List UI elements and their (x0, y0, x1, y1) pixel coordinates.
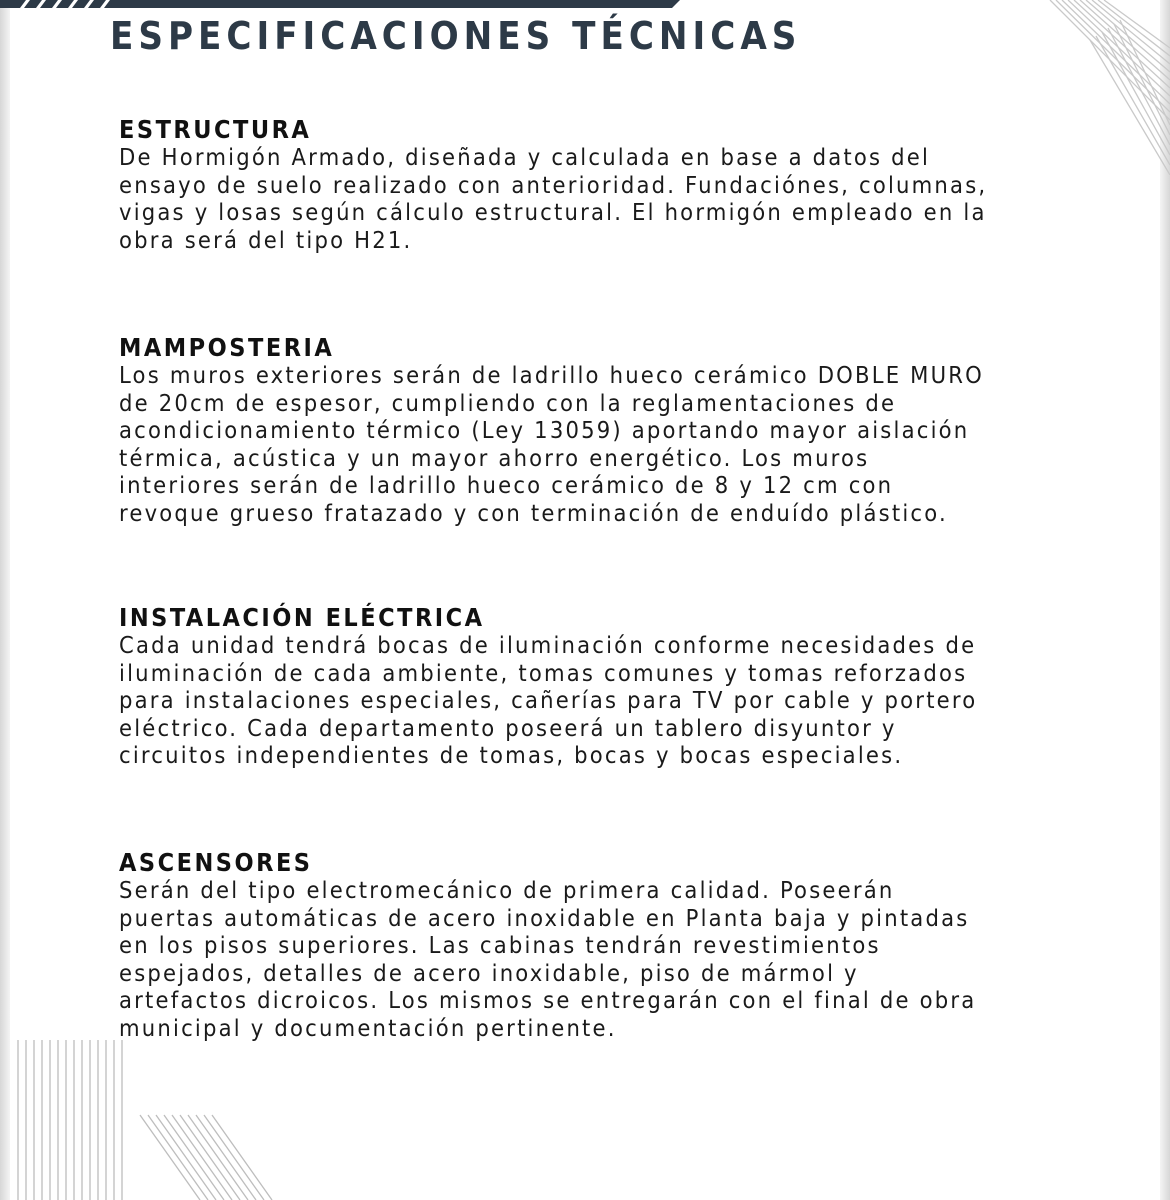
section-heading: ASCENSORES (119, 848, 313, 877)
body-line: Cada unidad tendrá bocas de iluminación conforme necesidades de (119, 631, 977, 659)
section-body (119, 362, 1069, 527)
top-accent-bar (0, 0, 680, 8)
body-line: espejados, detalles de acero inoxidable, piso de mármol y (119, 958, 859, 987)
section-body (119, 632, 1069, 770)
body-line: acondicionamiento térmico (Ley 13059) aportando mayor aislación (119, 416, 970, 444)
page-left-edge (0, 0, 10, 1200)
body-line: de 20cm de espesor, cumpliendo con la reglamentaciones de (119, 388, 897, 417)
section-heading: INSTALACIÓN ELÉCTRICA (119, 603, 485, 632)
body-line: revoque grueso fratazado y con terminación de enduído plástico. (119, 498, 948, 527)
body-line: municipal y documentación pertinente. (119, 1013, 617, 1042)
section-mamposteria (119, 334, 1069, 527)
body-line: eléctrico. Cada departamento poseerá un tablero disyuntor y (119, 713, 897, 742)
page-right-edge (1160, 0, 1170, 1200)
body-line: Serán del tipo electromecánico de primera calidad. Poseerán (119, 876, 895, 904)
decorative-stripes-bottom-left (0, 1040, 280, 1200)
section-body (119, 144, 1069, 254)
section-ascensores (119, 849, 1069, 1042)
body-line: De Hormigón Armado, diseñada y calculada en base a datos del (119, 143, 931, 171)
body-line: térmica, acústica y un mayor ahorro energético. Los muros (119, 443, 870, 472)
body-line: ensayo de suelo realizado con anterioridad. Fundaciónes, columnas, (119, 170, 988, 199)
section-heading: MAMPOSTERIA (119, 333, 335, 362)
section-body (119, 877, 1069, 1042)
body-line: puertas automáticas de acero inoxidable en Planta baja y pintadas (119, 903, 970, 932)
body-line: Los muros exteriores serán de ladrillo hueco cerámico DOBLE MURO (119, 361, 985, 389)
section-heading: ESTRUCTURA (119, 115, 312, 144)
page-title: ESPECIFICACIONES TÉCNICAS (110, 14, 802, 58)
body-line: iluminación de cada ambiente, tomas comunes y tomas reforzados (119, 658, 968, 687)
section-instalacion-electrica (119, 604, 1069, 770)
body-line: obra será del tipo H21. (119, 225, 413, 254)
body-line: circuitos independientes de tomas, bocas y bocas especiales. (119, 741, 904, 769)
body-line: para instalaciones especiales, cañerías para TV por cable y portero (119, 686, 978, 714)
body-line: en los pisos superiores. Las cabinas tendrán revestimientos (119, 931, 881, 959)
body-line: vigas y losas según cálculo estructural. El hormigón empleado en la (119, 198, 987, 226)
section-estructura (119, 116, 1069, 254)
body-line: artefactos dicroicos. Los mismos se entregarán con el final de obra (119, 986, 977, 1014)
body-line: interiores serán de ladrillo hueco cerámico de 8 y 12 cm con (119, 471, 894, 499)
